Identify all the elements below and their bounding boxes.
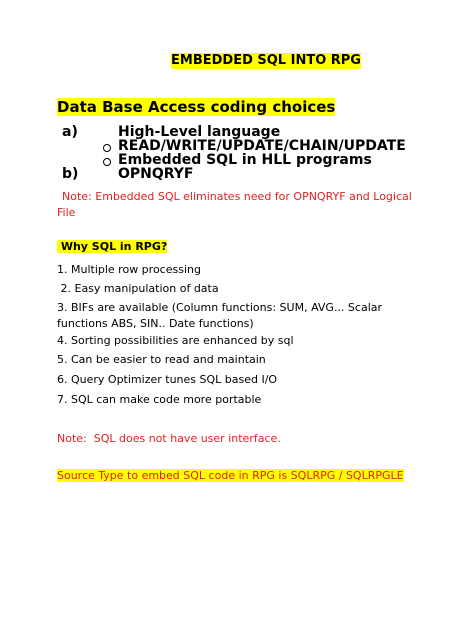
choice-marker: a) bbox=[62, 124, 78, 140]
why-sql-heading: Why SQL in RPG? bbox=[57, 240, 168, 253]
section-heading: Data Base Access coding choices bbox=[57, 98, 336, 116]
reason-item: 5. Can be easier to read and maintain bbox=[57, 353, 266, 366]
sub-bullet-label: Embedded SQL in HLL programs bbox=[118, 152, 372, 168]
choice-label: High-Level language bbox=[118, 124, 281, 140]
reason-item: 7. SQL can make code more portable bbox=[57, 393, 262, 406]
document-title: EMBEDDED SQL INTO RPG bbox=[171, 53, 361, 68]
source-type-note: Source Type to embed SQL code in RPG is SQLRPG / SQLRPGLE bbox=[57, 469, 404, 482]
hollow-circle-bullet-icon bbox=[103, 144, 111, 152]
choice-marker: b) bbox=[62, 166, 79, 182]
reason-item: 1. Multiple row processing bbox=[57, 263, 201, 276]
choice-label: OPNQRYF bbox=[118, 166, 194, 182]
reason-item: 2. Easy manipulation of data bbox=[57, 282, 219, 295]
sub-bullet-label: READ/WRITE/UPDATE/CHAIN/UPDATE bbox=[118, 138, 406, 154]
note-user-interface: Note: SQL does not have user interface. bbox=[57, 432, 281, 445]
reason-item: 4. Sorting possibilities are enhanced by sql bbox=[57, 334, 294, 347]
reason-item: 3. BIFs are available (Column functions: SUM, AVG... Scalar functions ABS, SIN.. Date functions) bbox=[57, 301, 383, 330]
hollow-circle-bullet-icon bbox=[103, 158, 111, 166]
reason-item: 6. Query Optimizer tunes SQL based I/O bbox=[57, 373, 278, 386]
note-embedded-sql: Note: Embedded SQL eliminates need for OPNQRYF and Logical File bbox=[57, 190, 412, 219]
